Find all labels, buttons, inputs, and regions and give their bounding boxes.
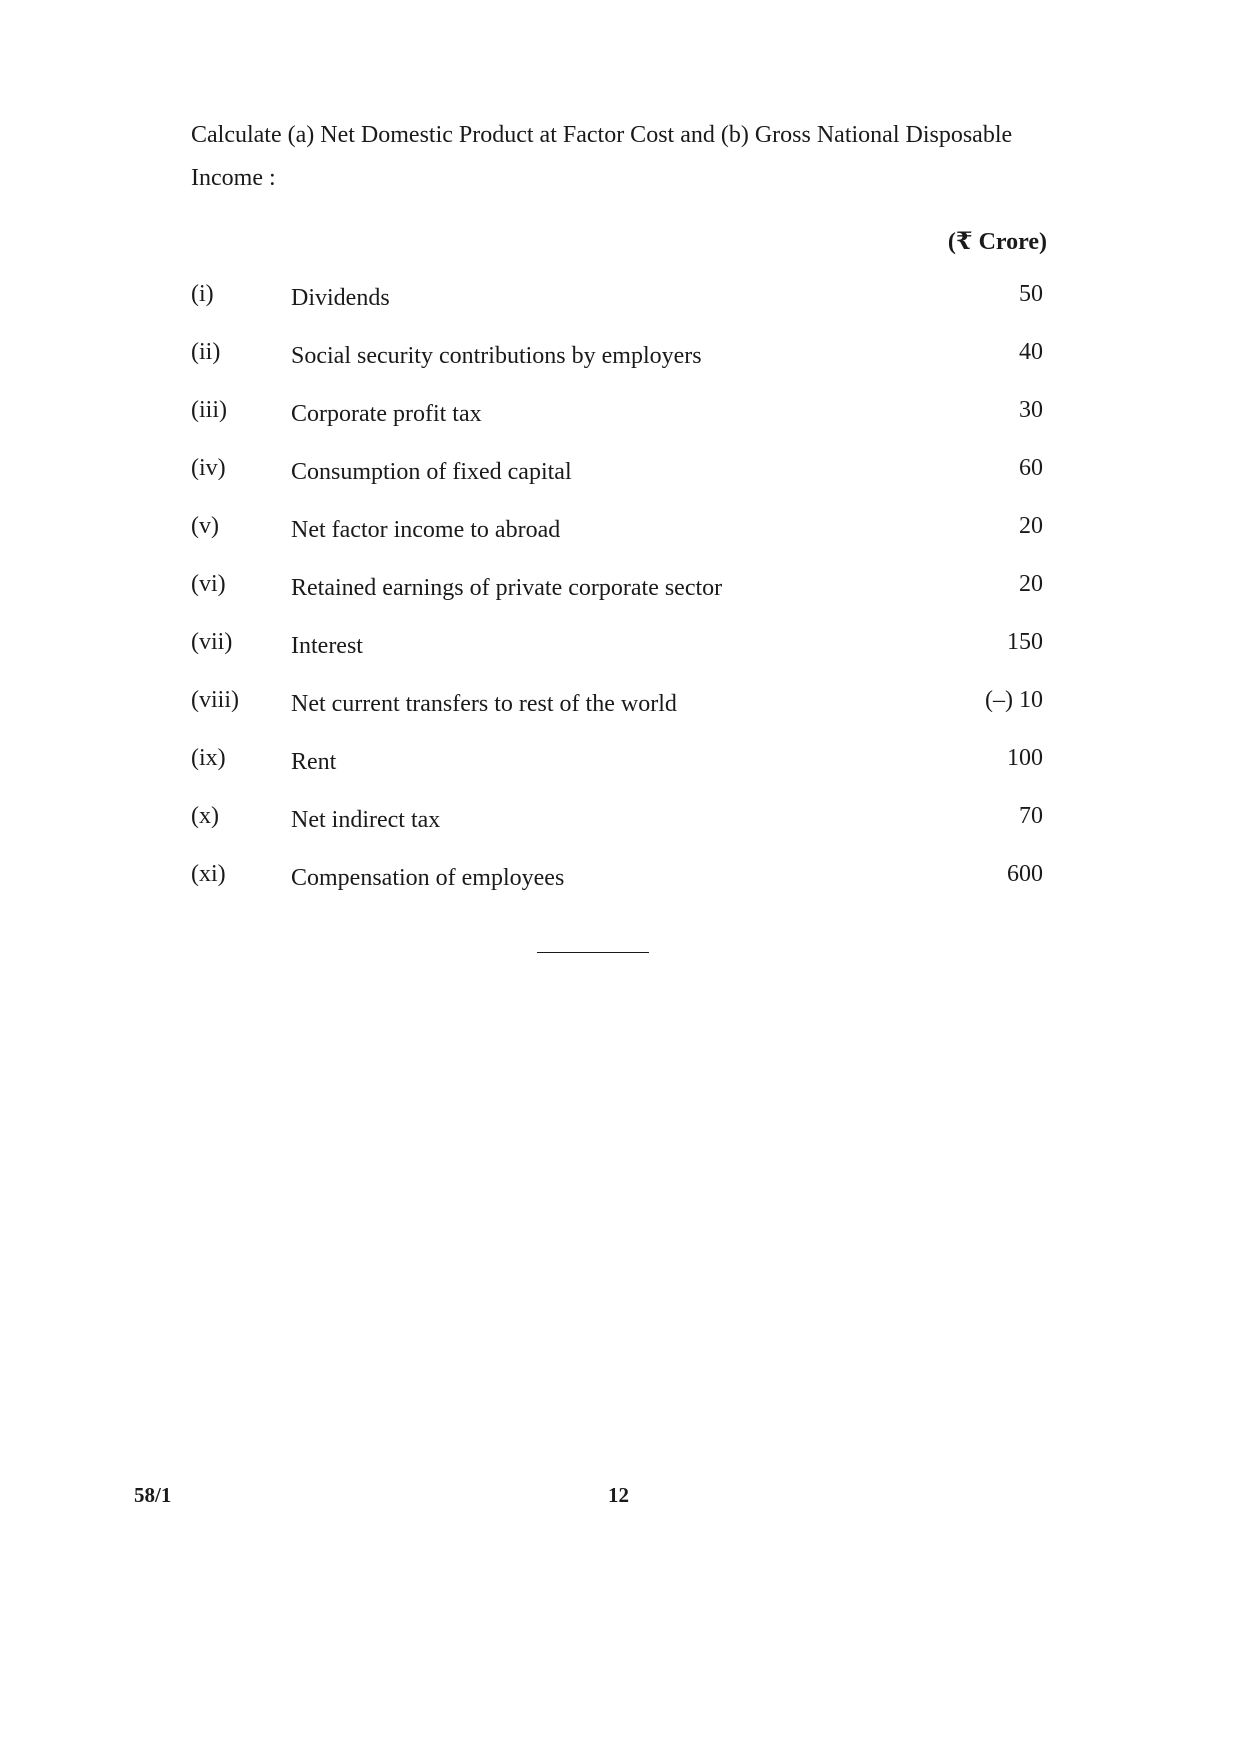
list-item [191,737,1043,795]
item-value: 600 [1007,861,1043,887]
list-item [191,447,1043,505]
question-text: Calculate (a) Net Domestic Product at Factor Cost and (b) Gross National Disposable Income : [191,122,1013,191]
item-description: Retained earnings of private corporate sector [291,575,723,601]
item-value: (–) 10 [985,687,1043,713]
item-number: (ix) [191,745,226,771]
item-value: 70 [1019,803,1043,829]
item-number: (viii) [191,687,239,713]
item-number: (iv) [191,455,226,481]
list-item [191,621,1043,679]
item-description: Consumption of fixed capital [291,459,572,485]
list-item [191,853,1043,911]
item-description: Dividends [291,285,390,311]
item-description: Net indirect tax [291,807,441,833]
item-description: Interest [291,633,363,659]
list-item [191,331,1043,389]
item-description: Net current transfers to rest of the world [291,691,677,717]
item-number: (x) [191,803,219,829]
item-value: 50 [1019,281,1043,307]
paper-code: 58/1 [134,1483,172,1507]
list-item [191,505,1043,563]
item-value: 100 [1007,745,1043,771]
item-number: (vi) [191,571,226,597]
list-item [191,795,1043,853]
page-number: 12 [608,1483,629,1507]
list-item [191,563,1043,621]
item-value: 20 [1019,571,1043,597]
item-number: (vii) [191,629,233,655]
list-item [191,679,1043,737]
item-number: (iii) [191,397,227,423]
list-item [191,273,1043,331]
items-list [191,273,1043,911]
item-value: 60 [1019,455,1043,481]
unit-header: (₹ Crore) [947,229,1047,255]
item-description: Compensation of employees [291,865,565,891]
item-description: Net factor income to abroad [291,517,561,543]
item-description: Rent [291,749,337,775]
item-value: 20 [1019,513,1043,539]
item-value: 30 [1019,397,1043,423]
item-value: 150 [1007,629,1043,655]
item-number: (v) [191,513,219,539]
list-item [191,389,1043,447]
item-value: 40 [1019,339,1043,365]
item-number: (xi) [191,861,226,887]
item-number: (ii) [191,339,221,365]
item-number: (i) [191,281,214,307]
item-description: Social security contributions by employers [291,343,702,369]
item-description: Corporate profit tax [291,401,482,427]
end-of-question-divider [537,952,649,953]
